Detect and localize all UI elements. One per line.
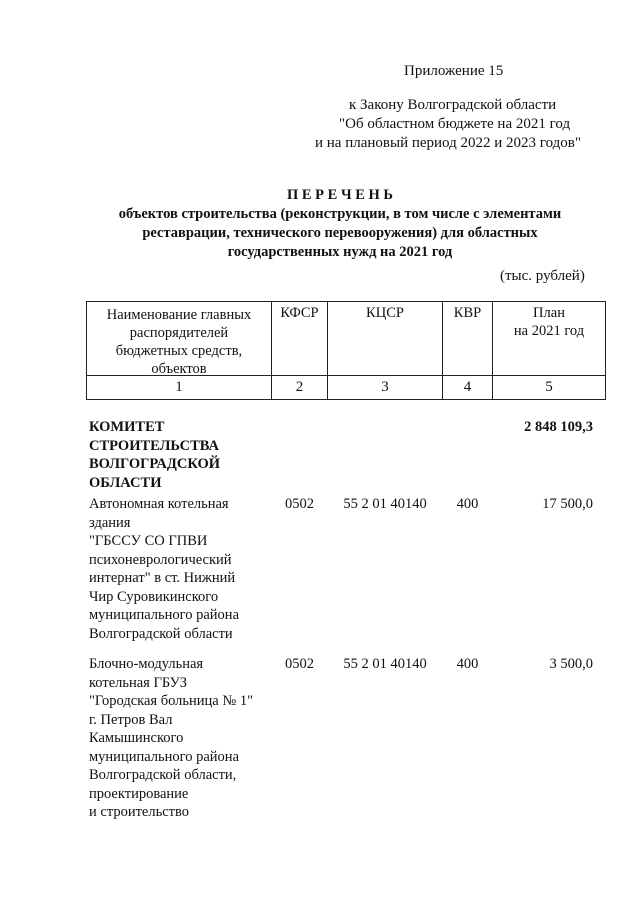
row-name: КОМИТЕТ СТРОИТЕЛЬСТВА ВОЛГОГРАДСКОЙ ОБЛАСТИ	[89, 419, 221, 491]
column-number: 1	[175, 379, 183, 395]
appendix-law-line-3: и на плановый период 2022 и 2023 годов"	[315, 135, 581, 151]
column-number: 4	[463, 379, 472, 395]
header-name: Наименование главных распорядителей бюджетных средств, объектов	[106, 307, 252, 377]
document-subtitle-line-1: объектов строительства (реконструкции, в том числе с элементами	[118, 206, 562, 222]
row-kfsr: 0502	[285, 656, 314, 672]
row-kfsr: 0502	[285, 496, 314, 512]
header-plan: План на 2021 год	[513, 305, 585, 339]
column-number: 2	[295, 379, 304, 395]
row-plan: 3 500,0	[549, 656, 593, 672]
row-kvr: 400	[456, 656, 479, 672]
column-number: 5	[545, 379, 553, 395]
row-name: Блочно-модульная котельная ГБУЗ "Городская больница № 1" г. Петров Вал Камышинского муниципального района Волгоградской области, проектирование и строительство	[89, 656, 253, 820]
table-border-bottom	[86, 399, 605, 400]
appendix-law-line-2: "Об областном бюджете на 2021 год	[339, 116, 571, 132]
row-plan: 17 500,0	[542, 496, 593, 512]
document-title: П Е Р Е Ч Е Н Ь	[286, 187, 394, 203]
table-border-top	[86, 301, 605, 302]
table-col-line	[605, 301, 606, 400]
row-kvr: 400	[456, 496, 479, 512]
header-kfsr: КФСР	[280, 305, 319, 321]
appendix-law-line-1: к Закону Волгоградской области	[349, 97, 557, 113]
units-label: (тыс. рублей)	[500, 268, 585, 284]
appendix-number: Приложение 15	[404, 63, 504, 79]
row-name: Автономная котельная здания "ГБССУ СО ГПВИ психоневрологический интернат" в ст. Нижний Чир Суровикинского муниципального района Волгоградской области	[89, 496, 239, 642]
row-kcsr: 55 2 01 40140	[343, 496, 427, 512]
row-kcsr: 55 2 01 40140	[343, 656, 427, 672]
header-kcsr: КЦСР	[366, 305, 404, 321]
document-subtitle-line-3: государственных нужд на 2021 год	[227, 244, 453, 260]
column-number: 3	[381, 379, 389, 395]
header-kvr: КВР	[453, 305, 482, 321]
document-subtitle-line-2: реставрации, технического перевооружения) для областных	[142, 225, 538, 241]
row-plan: 2 848 109,3	[524, 419, 593, 435]
